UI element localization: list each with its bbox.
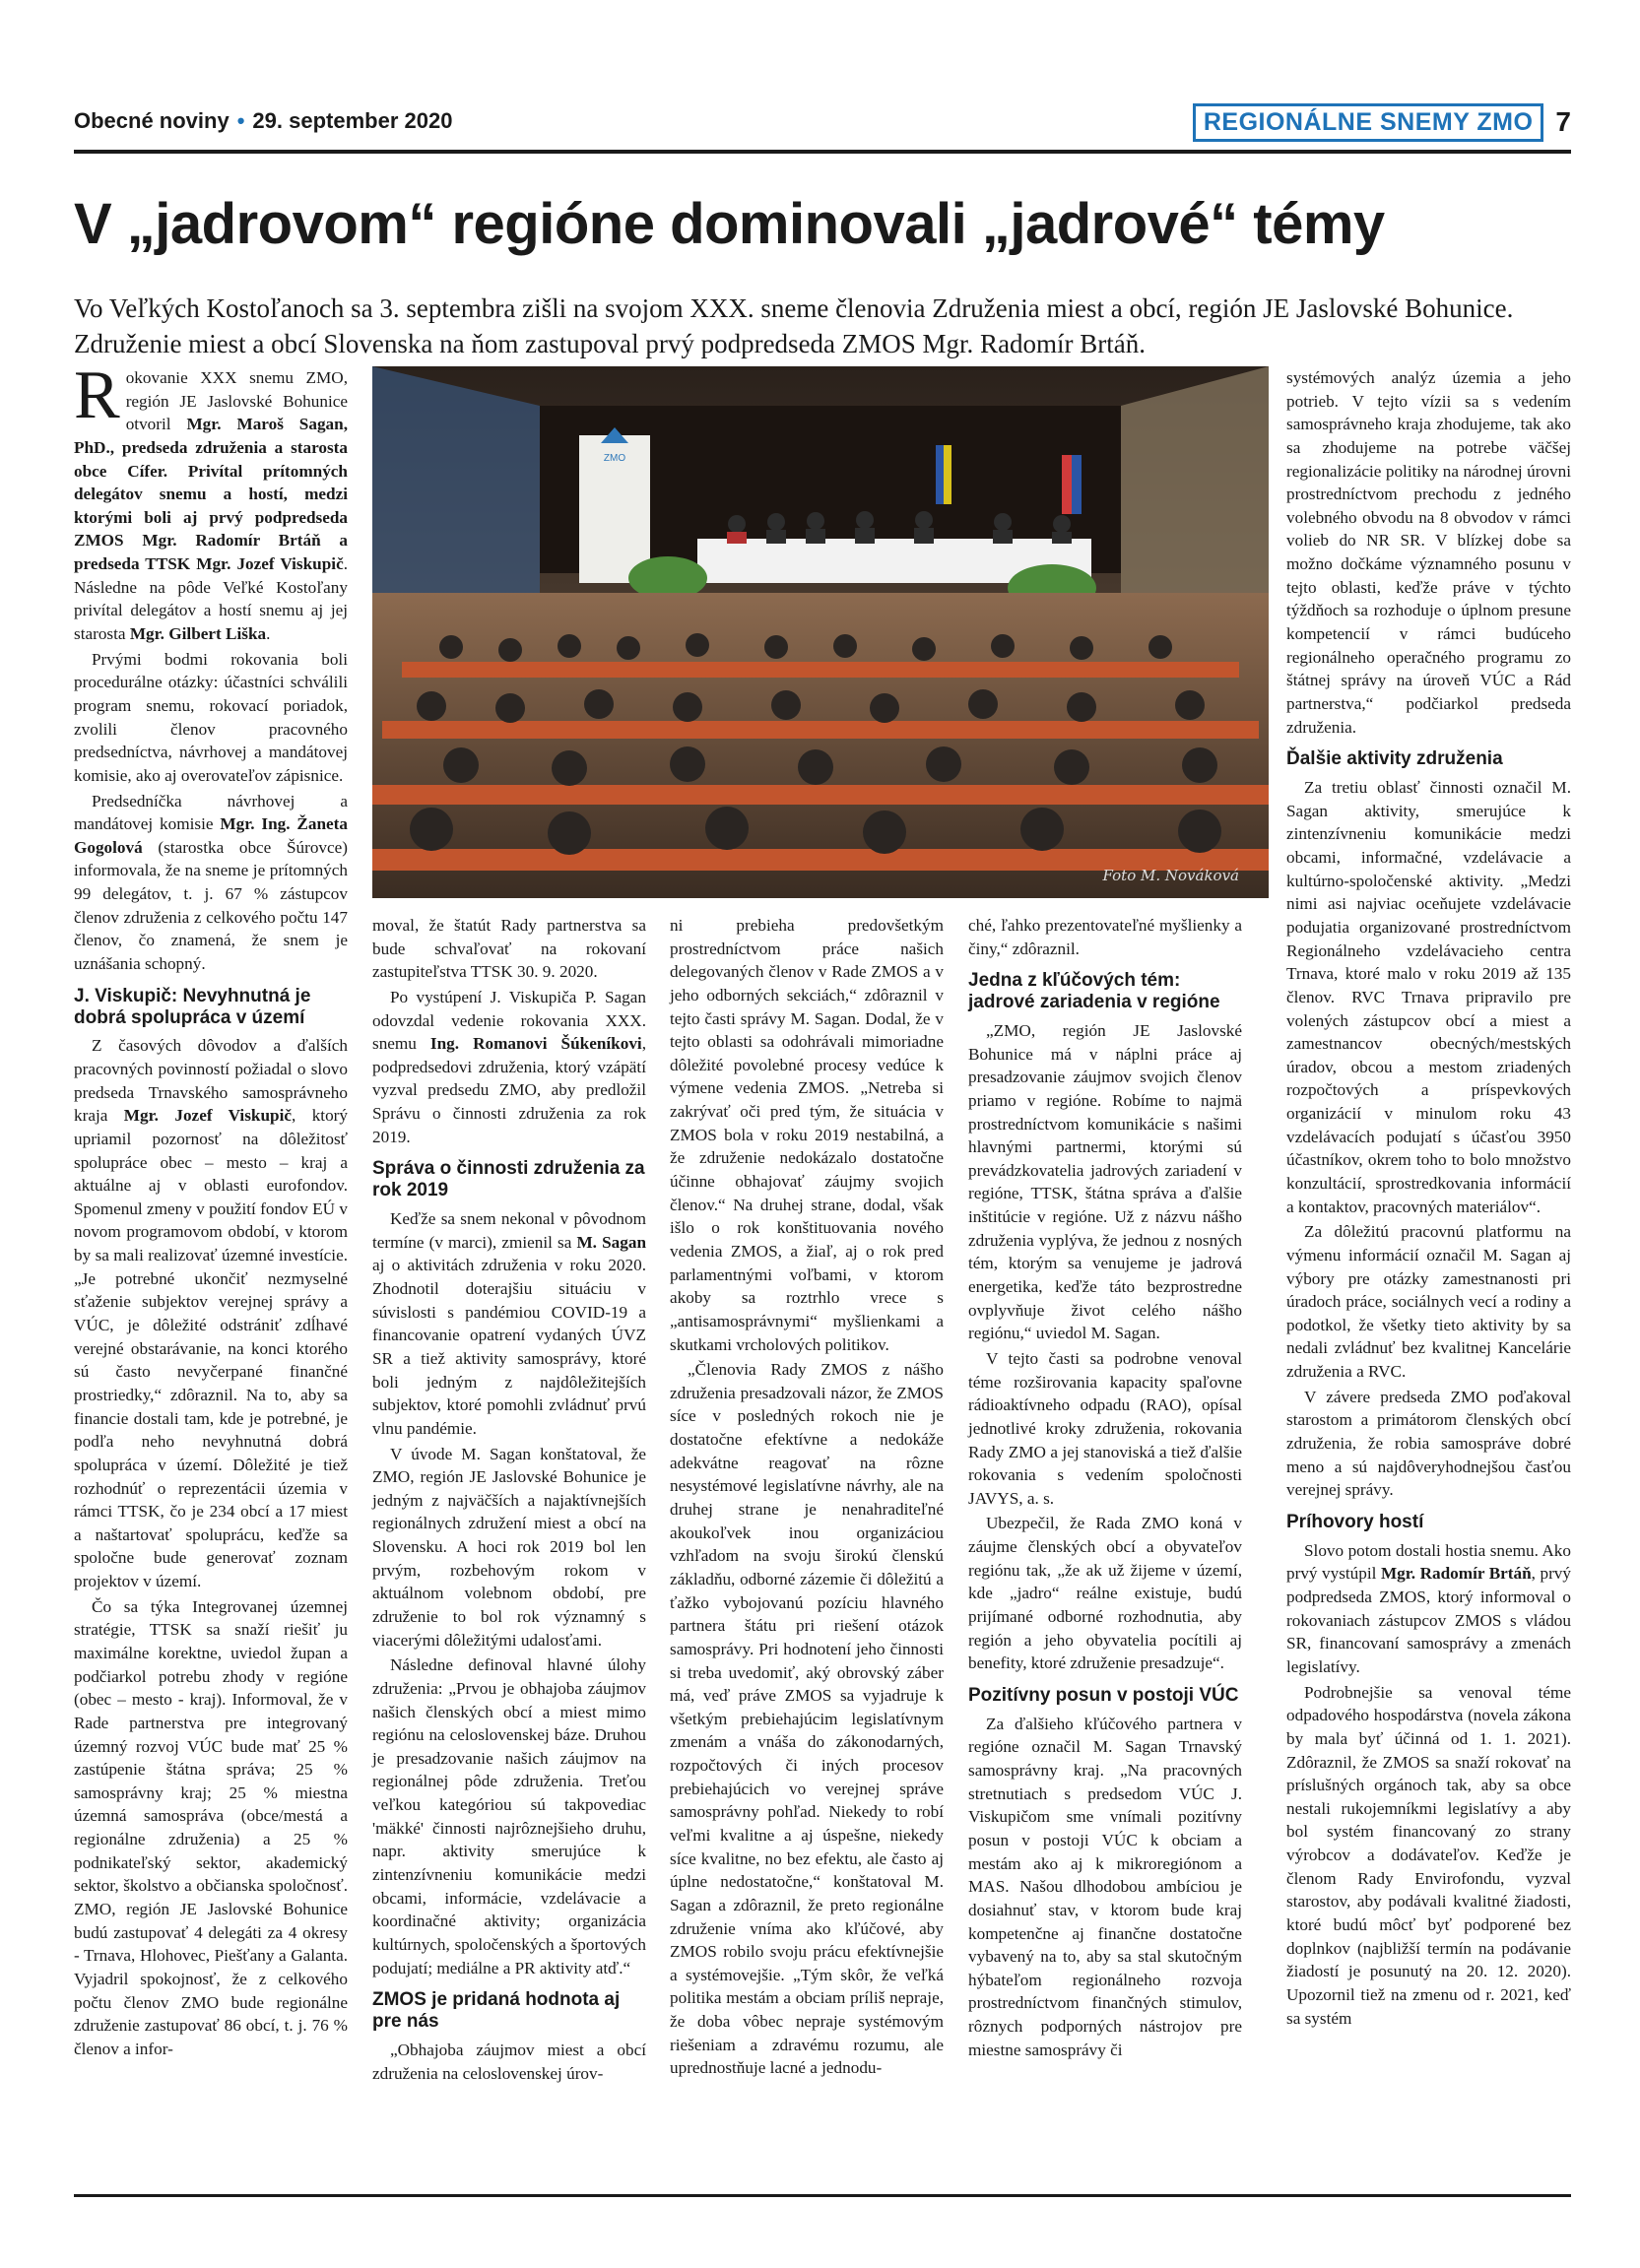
text-run: Slovo potom dostali hostia snemu. Ako prvý vystúpil	[1286, 1540, 1571, 1584]
subheading: Ďalšie aktivity združenia	[1286, 748, 1503, 770]
header-rule	[74, 150, 1571, 154]
event-photo-illustration	[372, 366, 1269, 898]
paragraph: ché, ľahko prezentovateľné myšlienky a činy,“ zdôraznil.	[968, 916, 1242, 958]
paragraph: „ZMO, región JE Jaslovské Bohunice má v náplni práce aj presadzovanie záujmov svojich členov priamo v regióne. Robíme to najmä prostredníctvom komunikácie s našimi hlavnými partnermi, ktorými sú prevádzkovatelia jadrových zariadení v regióne, TTSK, štátna správa a ďalšie inštitúcie v regióne. Už z názvu nášho združenia vyplýva, že jednou z nosných tém, ktorým sa venujeme je jadrová energetika, keďže táto bezprostredne ovplyvňuje život celého nášho regiónu,“ uviedol M. Sagan.	[968, 1020, 1242, 1343]
paragraph: systémových analýz územia a jeho potrieb. V tejto vízii sa s vedením samosprávneho kraja zhodujeme, tak ako sa zhodujeme na potrebe väčšej regionalizácie politiky na národnej úrovni prostredníctvom prechodu z jedného volebného obvodu na 8 obvodov v rámci volieb do NR SR. V blízkej dobe sa možno dočkáme významného posunu v tejto oblasti, keďže práve v týchto týždňoch sa rozhoduje o úplnom presune kompetencií v rámci budúceho regionálneho operačného programu zo štátnej správy na úroveň VÚC a Rád partnerstva,“ podčiarkol predseda združenia.	[1286, 368, 1571, 737]
text-run-bold: Mgr. Radomír Brtáň	[1380, 1564, 1532, 1584]
page-header	[74, 102, 1571, 146]
event-photo	[372, 366, 1269, 898]
paragraph: „Obhajoba záujmov miest a obcí združenia na celoslovenskej úrov-	[372, 2040, 646, 2083]
paragraph: Podrobnejšie sa venoval téme odpadového hospodárstva (novela zákona by mala byť účinná od 1. 1. 2021). Zdôraznil, že ZMOS sa snaží rokovať na príslušných orgánoch tak, aby sa obce nestali rukojemníkmi legislatívy a aby bol systém financovaný zo strany výrobcov a dodávateľov. Keďže je členom Rady Envirofondu, vyzval starostov, aby podávali kvalitné žiadosti, ktoré budú môcť byť podporené bez doplnkov (najbližší termín na podávanie žiadostí je posunutý na 20. 12. 2020). Upozornil tiež na zmenu od r. 2021, keď sa systém	[1286, 1682, 1571, 2028]
article-column-5	[1286, 366, 1571, 2032]
article-column-2	[372, 914, 646, 2087]
paragraph: V tejto časti sa podrobne venoval téme rozširovania kapacity spaľovne rádioaktívneho odpadu (RAO), opísal jednotlivé kroky združenia, rokovania Rady ZMO a jej stanoviská a tiež ďalšie rokovania s vedením spoločnosti JAVYS, a. s.	[968, 1348, 1242, 1508]
subheading: Pozitívny posun v postoji VÚC	[968, 1684, 1239, 1706]
text-run-bold: Ing. Romanovi Šúkeníkovi	[429, 1034, 642, 1054]
paragraph: Čo sa týka Integrovanej územnej stratégie, TTSK sa snaží riešiť ju maximálne korektne, uviedol župan a podčiarkol potrebu zhody v regióne (obec – mesto - kraj). Informoval, že v Rade partnerstva pre integrovaný územný rozvoj VÚC bude mať 25 % zastúpenie štátna správa; 25 % samosprávny kraj; 25 % miestna územná samospráva (obce/mestá a regionálne združenia) a 25 % podnikateľský sektor, akademický sektor, školstvo a občianska spoločnosť. ZMO, región JE Jaslovské Bohunice budú zastupovať 4 delegáti za 4 okresy - Trnava, Hlohovec, Piešťany a Galanta. Vyjadril spokojnosť, že z celkového počtu členov ZMO bude regionálne združenie zastupovať 86 obcí, t. j. 76 % členov a infor-	[74, 1596, 348, 2058]
text-run-bold: Mgr. Maroš Sagan, PhD., predseda združenia a starosta obce Cífer. Privítal prítomných delegátov snemu a hostí, medzi ktorými boli aj prvý podpredseda ZMOS Mgr. Radomír Brtáň a predseda TTSK Mgr. Jozef Viskupič	[74, 415, 348, 574]
paragraph: „Členovia Rady ZMOS z nášho združenia presadzovali názor, že ZMOS síce v posledných rokoch nie je dostatočne efektívne a nedokáže adekvátne reagovať na rôzne nesystémové legislatívne návrhy, ale na druhej strane je nenahraditeľné akoukoľvek inou organizáciou vzhľadom na svoju širokú členskú základňu, odborné zázemie či dôležitú a ťažko vybojovanú pozíciu hlavného partnera štátu pri riešení otázok samosprávy. Pri hodnotení jeho činnosti si treba uvedomiť, aký obrovský záber má, veď práve ZMOS sa vyjadruje k všetkým prebiehajúcim legislatívnym zmenám a vnáša do zákonodarných, rozpočtových či iných procesov prebiehajúcich vo verejnej správe samosprávny pohľad. Niekedy to robí veľmi kvalitne a aj úspešne, niekedy síce kvalitne, no bez efektu, ale často aj úplne nedostatočne,“ konštatoval M. Sagan a zdôraznil, že preto regionálne združenie vníma ako kľúčové, aby ZMOS robilo svoju prácu efektívnejšie a systémovejšie. „Tým skôr, že veľká politika mestám a obciam príliš nepraje, že doba vôbec nepraje systémovým riešeniam a zdravému rozumu, ale uprednostňuje lacné a jednodu-	[670, 1360, 944, 2078]
text-run: okovanie XXX snemu ZMO, región JE Jaslovské Bohunice otvoril	[125, 368, 348, 434]
subheading: Správa o činnosti združenia za rok 2019	[372, 1158, 645, 1201]
subheading: Príhovory hostí	[1286, 1511, 1424, 1532]
drop-cap: R	[74, 357, 120, 433]
paragraph: ni prebieha predovšetkým prostredníctvom práce našich delegovaných členov v Rade ZMOS a v jeho odborných sekciách,“ zdôraznil v tejto časti správy M. Sagan. Dodal, že v tejto oblasti sa odohrávali mimoriadne dôležité povolebné procesy vedúce k výmene vedenia ZMOS. „Netreba si zakrývať oči pred tým, že situácia v ZMOS bola v roku 2019 nestabilná, a že združenie nedokázalo dostatočne účinne obhajovať záujmy svojich členov.“ Na druhej strane, dodal, však išlo o rok konštituovania nového vedenia ZMOS, a žiaľ, aj o rok pred parlamentnými voľbami, v ktorom akoby sa roztrhlo vrece s „antisamosprávnymi“ myšlienkami a skutkami vrcholových politikov.	[670, 916, 944, 1354]
section-label: REGIONÁLNE SNEMY ZMO	[1193, 103, 1544, 142]
text-run: , podpredsedovi združenia, ktorý vzápätí vyzval predsedu ZMO, aby predložil Správu o činnosti združenia za rok 2019.	[372, 1034, 646, 1146]
subheading: ZMOS je pridaná hodnota aj pre nás	[372, 1989, 621, 2033]
text-run: , prvý podpredseda ZMOS, ktorý informoval o rokovaniach zástupcov ZMOS s vládou SR, financovaní samosprávy a zmenách legislatívy.	[1286, 1564, 1571, 1676]
article-column-4	[968, 914, 1242, 2063]
text-run: (starostka obce Šúrovce) informovala, že na sneme je prítomných 99 delegátov, t. j. 67 % zástupcov členov združenia z celkového počtu 147 členov, čo znamená, že snem je uznášania schopný.	[74, 837, 348, 974]
text-run-bold: Mgr. Ing. Žaneta Gogolová	[74, 814, 348, 857]
paragraph	[74, 1034, 348, 1592]
publication-line	[74, 108, 452, 134]
text-run-bold: Mgr. Jozef Viskupič	[123, 1106, 292, 1126]
text-run: , ktorý upriamil pozornosť na dôležitosť spolupráce obec – mesto – kraj a aktuálne aj v oblasti eurofondov. Spomenul zmeny v použití fondov EÚ v novom programovom období, v ktorom by sa mali realizovať územné investície. „Je potrebné ukončiť nezmyselné sťaženie subjektov verejnej správy a VÚC, je dôležité odstrániť zdĺhavé verejné obstarávanie, na konci ktorého sú často nevyčerpané finančné prostriedky,“ zdôraznil. Na to, aby sa financie dostali tam, kde je potrebné, je podľa neho nevyhnutná dobrá spolupráca v území. Dôležité je tiež rozhodnúť o reprezentácii územia v rámci TTSK, čo je 234 obcí a 17 miest a naštartovať spoluprácu, keďže sa spoločne bude generovať zoznam projektov v území.	[74, 1106, 348, 1591]
paragraph: V závere predseda ZMO poďakoval starostom a primátorom členských obcí združenia, že robia samospráve dobré meno a sú najdôveryhodnejšou časťou verejnej správy.	[1286, 1387, 1571, 1500]
paragraph: moval, že štatút Rady partnerstva sa bude schvaľovať na rokovaní zastupiteľstva TTSK 30. 9. 2020.	[372, 916, 646, 982]
paragraph	[372, 986, 646, 1148]
publication-name: Obecné noviny	[74, 108, 230, 133]
article-column-3	[670, 914, 944, 2082]
paragraph: V úvode M. Sagan konštatoval, že ZMO, región JE Jaslovské Bohunice je jedným z najväčších a najaktívnejších regionálnych združení miest a obcí na Slovensku. A hoci rok 2019 bol len prvým, rozbehovým rokom v aktuálnom volebnom období, pre združenie to bol rok významný s viacerými dôležitými udalosťami.	[372, 1444, 646, 1650]
paragraph	[74, 790, 348, 976]
text-run: Z časových dôvodov a ďalších pracovných povinností požiadal o slovo predseda Trnavského samosprávneho kraja	[74, 1036, 348, 1126]
subheading: Jedna z kľúčových tém: jadrové zariadenia v regióne	[968, 970, 1220, 1013]
paragraph: Za ďalšieho kľúčového partnera v regióne označil M. Sagan Trnavský samosprávny kraj. „Na pracovných stretnutiach s predsedom VÚC J. Viskupičom sme vnímali pozitívny posun v postoji VÚC k obciam a mestám ako aj k mikroregiónom a MAS. Našou dlhodobou ambíciou je dosiahnuť stav, v ktorom bude kraj kompetenčne aj finančne dostatočne vybavený na to, aby sa stal skutočným hýbateľom regionálneho rozvoja prostredníctvom finančných stimulov, rôznych podporných nástrojov pre miestne samosprávy či	[968, 1714, 1242, 2059]
text-run: .	[266, 624, 271, 644]
paragraph: Prvými bodmi rokovania boli procedurálne otázky: účastníci schválili program snemu, rokovací poriadok, zvolili členov pracovného predsedníctva, návrhovej a mandátovej komisie, ako aj overovateľov zápisnice.	[74, 649, 348, 785]
banner-logo-text: ZMO	[603, 453, 626, 464]
text-run-bold: M. Sagan	[576, 1232, 646, 1252]
paragraph: Za dôležitú pracovnú platformu na výmenu informácií označil M. Sagan aj výbory pre otázky zamestnanosti pri úradoch práce, sociálnych vecí a rodiny a podotkol, že všetky tieto aktivity by sa nedali zvládnuť bez kvalitnej Kancelárie združenia a RVC.	[1286, 1222, 1571, 1382]
subheading: J. Viskupič: Nevyhnutná je dobrá spolupráca v území	[74, 985, 311, 1028]
paragraph	[1286, 1539, 1571, 1679]
text-run: . Následne na pôde Veľké Kostoľany privítal delegátov a hostí snemu aj jej starosta	[74, 554, 348, 644]
footer-rule	[74, 2194, 1571, 2197]
text-run: aj o aktivitách združenia v roku 2020. Zhodnotil doterajšiu situáciu v súvislosti s pandémiou COVID-19 a financovanie opatrení vydaných ÚVZ SR a tiež aktivity samosprávy, ktoré boli jedným z najdôležitejších subjektov, ktoré pomohli zvládnuť prvú vlnu pandémie.	[372, 1256, 646, 1438]
headline: V „jadrovom“ regióne dominovali „jadrové“ témy	[74, 192, 1385, 256]
separator-dot: •	[236, 108, 245, 133]
article-column-1	[74, 357, 348, 2063]
paragraph: Následne definoval hlavné úlohy združenia: „Prvou je obhajoba záujmov našich členských obcí a miest mimo regiónu na celoslovenskej báze. Druhou je presadzovanie našich záujmov na regionálnej pôde združenia. Treťou veľkou kategóriou sú takpovediac 'mäkké' činnosti najrôznejšieho druhu, napr. aktivity smerujúce k zintenzívneniu komunikácie medzi obcami, informácie, vzdelávacie a koordinačné aktivity; organizácia kultúrnych, spoločenských a športových podujatí; mediálne a PR aktivity atď.“	[372, 1655, 646, 1977]
lede: Vo Veľkých Kostoľanoch sa 3. septembra zišli na svojom XXX. sneme členovia Združenia miest a obcí, región JE Jaslovské Bohunice. Združenie miest a obcí Slovenska na ňom zastupoval prvý podpredseda ZMOS Mgr. Radomír Brtáň.	[74, 293, 1514, 358]
paragraph: Ubezpečil, že Rada ZMO koná v záujme členských obcí a obyvateľov regiónu tak, „že ak už žijeme v území, kde „jadro“ reálne existuje, budú prijímané odborné rozhodnutia, aby región a jeho obyvatelia pocítili aj benefity, ktoré združenie presadzuje“.	[968, 1514, 1242, 1673]
text-run-bold: Mgr. Gilbert Liška	[129, 624, 267, 644]
paragraph: Za tretiu oblasť činnosti označil M. Sagan aktivity, smerujúce k zintenzívneniu komunikácie medzi obcami, informačné, vzdelávacie a kultúrno-spoločenské aktivity. „Medzi nimi asi najviac oceňujete vzdelávacie podujatia organizované prostredníctvom Regionálneho vzdelávacieho centra Trnava, ktoré malo v roku 2019 až 135 členov. RVC Trnava pripravilo pre volených zástupcov obcí a miest a zamestnancov obecných/mestských úradov, obcou a mestom zriadených rozpočtových a príspevkových organizácií v minulom roku 43 vzdelávacích podujatí s účasťou 3950 účastníkov, okrem toho to bolo množstvo konzultácií, sprostredkovania informácií a kontaktov, pracovných materiálov“.	[1286, 778, 1571, 1216]
text-run: Po vystúpení J. Viskupiča P. Sagan odovzdal vedenie rokovania XXX. snemu	[372, 987, 646, 1054]
paragraph-intro	[74, 357, 348, 646]
paragraph	[372, 1207, 646, 1440]
text-run: Predsedníčka návrhovej a mandátovej komisie	[74, 791, 348, 834]
text-run: Keďže sa snem nekonal v pôvodnom termíne (v marci), zmienil sa	[372, 1209, 646, 1252]
issue-date: 29. september 2020	[252, 108, 453, 133]
photo-credit: Foto M. Nováková	[1102, 867, 1239, 884]
page-number: 7	[1555, 106, 1571, 137]
section-label-group	[1193, 102, 1571, 142]
